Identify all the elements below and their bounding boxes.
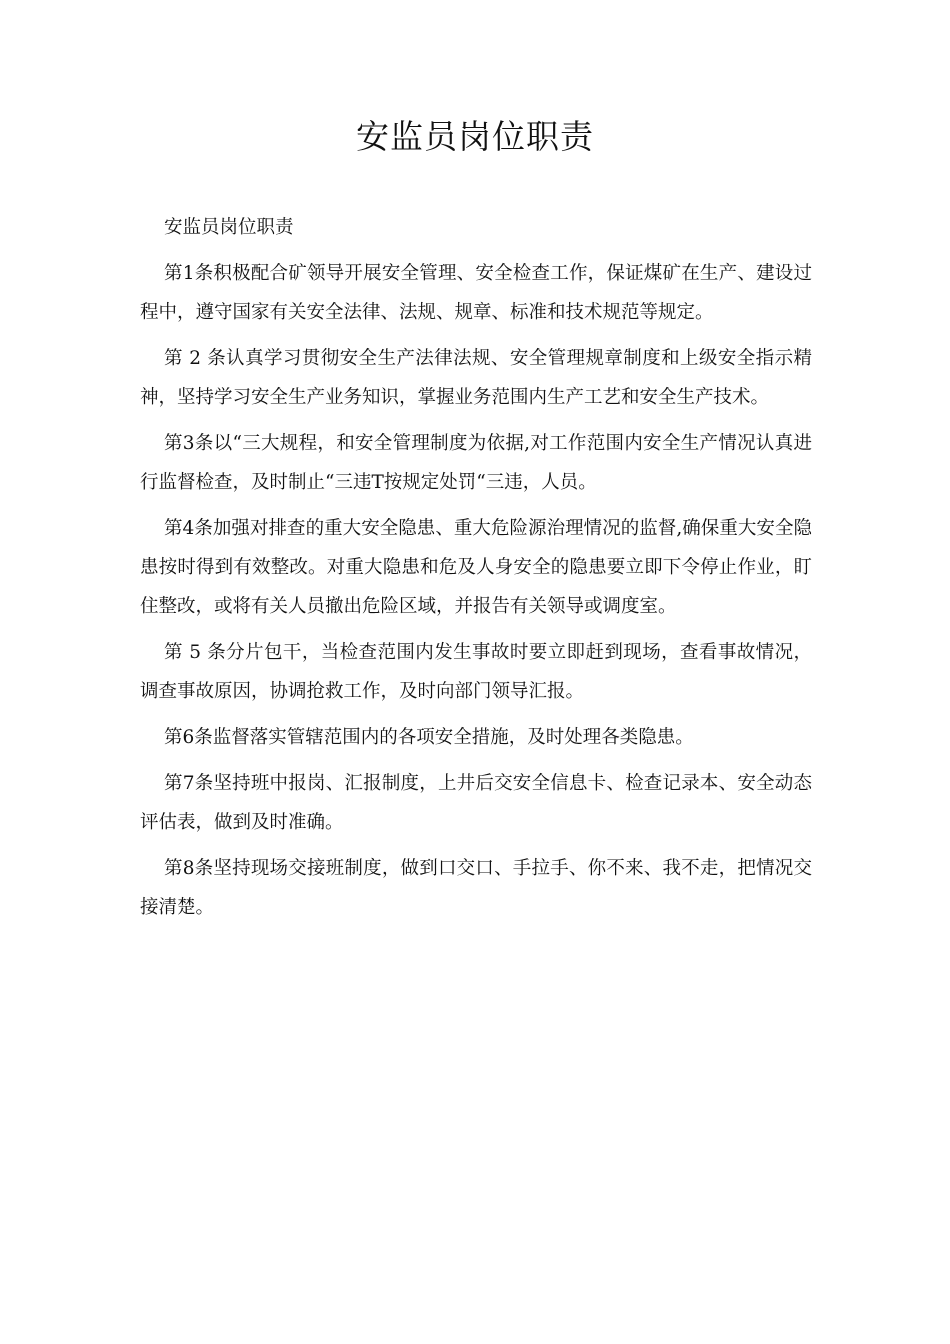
document-title: 安监员岗位职责 bbox=[356, 117, 594, 156]
paragraph-article-3: 第3条以“三大规程，和安全管理制度为依据,对工作范围内安全生产情况认真进行监督检查，及时制止“三违T按规定处罚“三违，人员。 bbox=[140, 433, 812, 493]
document-body bbox=[140, 208, 812, 934]
paragraph-article-7: 第7条坚持班中报岗、汇报制度，上井后交安全信息卡、检查记录本、安全动态评估表，做到及时准确。 bbox=[140, 773, 812, 833]
paragraph-article-5: 第 5 条分片包干，当检查范围内发生事故时要立即赶到现场，查看事故情况，调查事故原因，协调抢救工作，及时向部门领导汇报。 bbox=[140, 642, 812, 702]
paragraph-article-4: 第4条加强对排查的重大安全隐患、重大危险源治理情况的监督,确保重大安全隐患按时得到有效整改。对重大隐患和危及人身安全的隐患要立即下令停止作业，盯住整改，或将有关人员撤出危险区域，并报告有关领导或调度室。 bbox=[140, 518, 812, 617]
paragraph-article-6: 第6条监督落实管辖范围内的各项安全措施，及时处理各类隐患。 bbox=[164, 727, 694, 748]
paragraph-article-2: 第 2 条认真学习贯彻安全生产法律法规、安全管理规章制度和上级安全指示精神，坚持学习安全生产业务知识，掌握业务范围内生产工艺和安全生产技术。 bbox=[140, 348, 812, 408]
paragraph-article-8: 第8条坚持现场交接班制度，做到口交口、手拉手、你不来、我不走，把情况交接清楚。 bbox=[140, 858, 812, 918]
paragraph-article-1: 第1条积极配合矿领导开展安全管理、安全检查工作，保证煤矿在生产、建设过程中，遵守国家有关安全法律、法规、规章、标准和技术规范等规定。 bbox=[140, 263, 812, 323]
paragraph-heading: 安监员岗位职责 bbox=[164, 217, 294, 238]
